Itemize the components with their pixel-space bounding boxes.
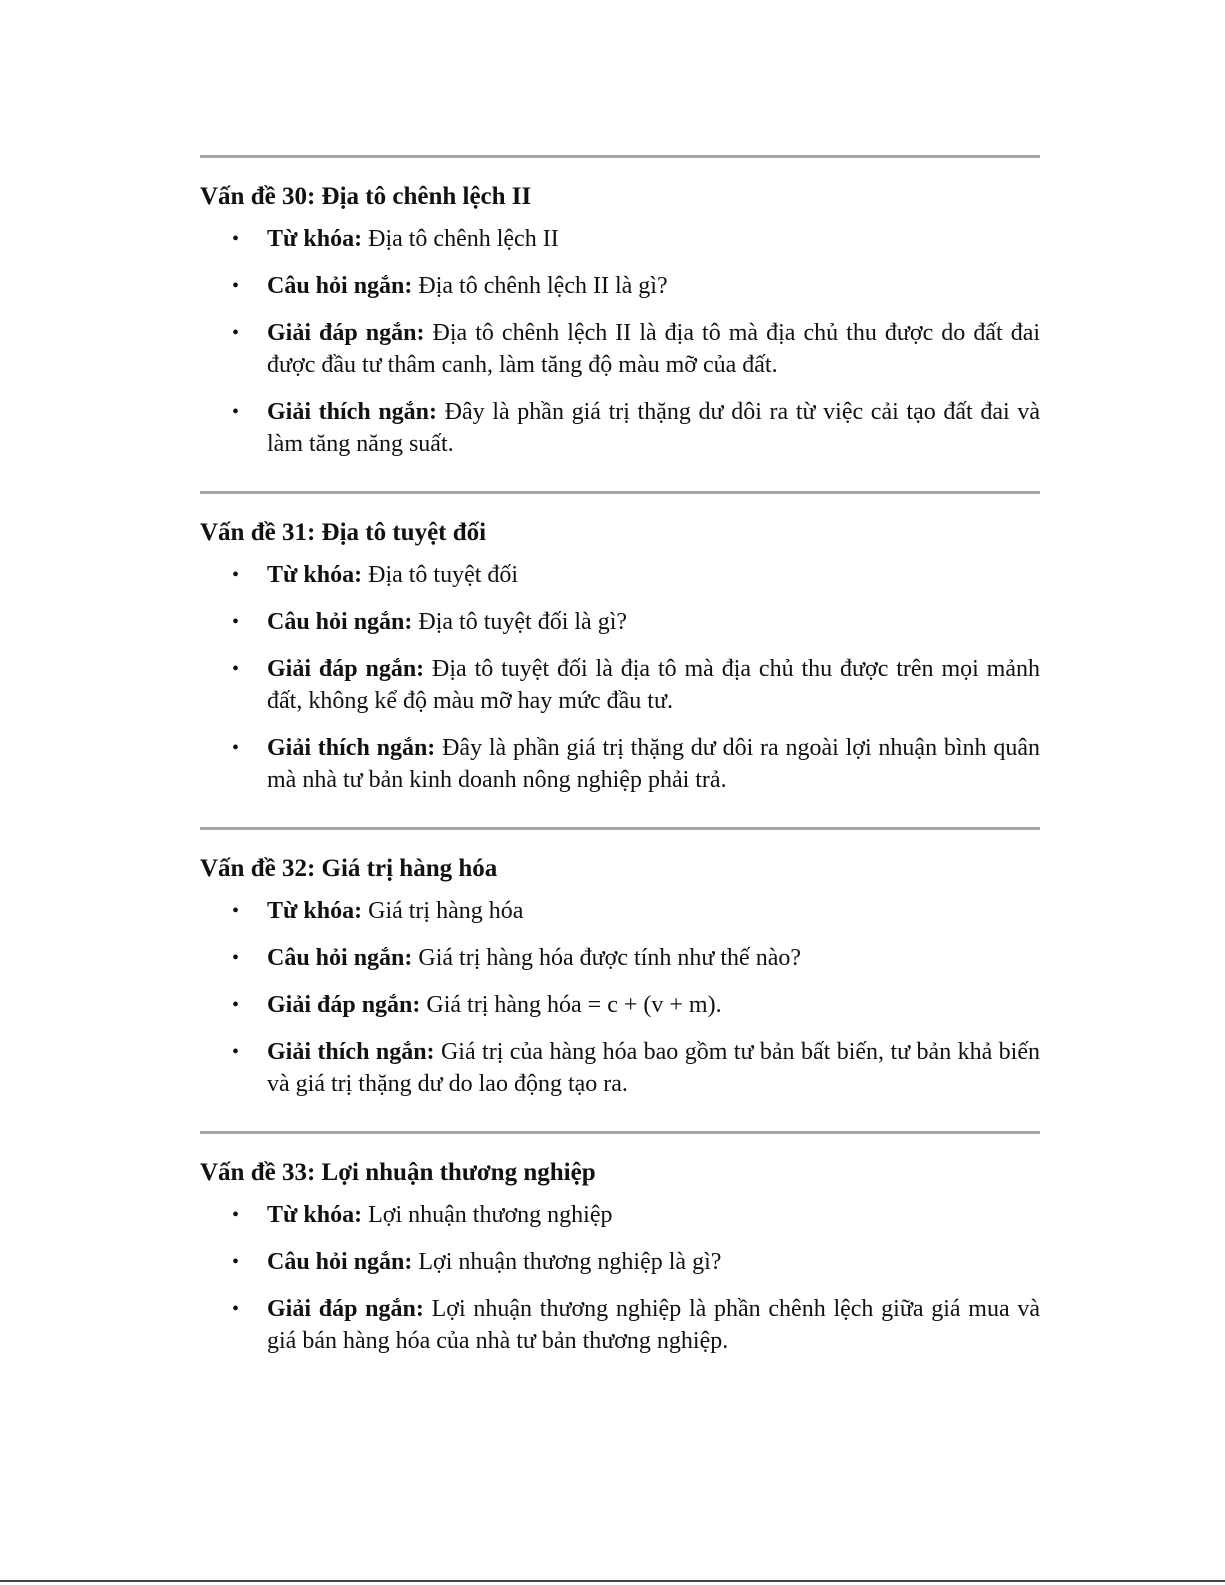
bullet-icon: • (232, 1041, 240, 1063)
list-item (200, 223, 1040, 255)
item-text: Đây là phần giá trị thặng dư dôi ra từ việc cải tạo đất đai và làm tăng năng suất. (267, 399, 1040, 457)
item-label: Câu hỏi ngắn: (267, 609, 413, 635)
item-text: Lợi nhuận thương nghiệp (362, 1202, 613, 1228)
bullet-icon: • (232, 900, 240, 922)
section (200, 155, 1040, 460)
list-item (200, 942, 1040, 974)
list-item (200, 606, 1040, 638)
item-text: Giá trị của hàng hóa bao gồm tư bản bất biến, tư bản khả biến và giá trị thặng dư do lao động tạo ra. (267, 1039, 1040, 1097)
list-item (200, 1293, 1040, 1357)
item-label: Từ khóa: (267, 898, 363, 924)
item-text: Lợi nhuận thương nghiệp là gì? (412, 1249, 722, 1275)
item-list (200, 559, 1040, 796)
list-item (200, 653, 1040, 717)
section-title: Vấn đề 31: Địa tô tuyệt đối (200, 519, 487, 546)
item-list (200, 1199, 1040, 1357)
list-item (200, 989, 1040, 1021)
bullet-icon: • (232, 401, 240, 423)
list-item (200, 396, 1040, 460)
section (200, 1131, 1040, 1357)
list-item (200, 895, 1040, 927)
item-label: Giải thích ngắn: (267, 735, 436, 761)
section (200, 827, 1040, 1100)
item-text: Địa tô tuyệt đối (362, 562, 519, 588)
item-label: Giải thích ngắn: (267, 1039, 435, 1065)
section-divider (200, 1131, 1040, 1134)
item-text: Đây là phần giá trị thặng dư dôi ra ngoài lợi nhuận bình quân mà nhà tư bản kinh doanh nông nghiệp phải trả. (267, 735, 1040, 793)
list-item (200, 1246, 1040, 1278)
list-item (200, 1199, 1040, 1231)
bullet-icon: • (232, 737, 240, 759)
section-divider (200, 827, 1040, 830)
item-label: Câu hỏi ngắn: (267, 945, 413, 971)
item-text: Địa tô chênh lệch II là địa tô mà địa chủ thu được do đất đai được đầu tư thâm canh, làm tăng độ màu mỡ của đất. (267, 320, 1041, 378)
document-body (200, 155, 1040, 1388)
item-text: Địa tô chênh lệch II (362, 226, 559, 252)
item-label: Giải thích ngắn: (267, 399, 438, 425)
bullet-icon: • (232, 275, 240, 297)
bullet-icon: • (232, 228, 240, 250)
bullet-icon: • (232, 1298, 240, 1320)
bullet-icon: • (232, 322, 240, 344)
item-label: Từ khóa: (267, 1202, 363, 1228)
item-text: Giá trị hàng hóa (362, 898, 524, 924)
bullet-icon: • (232, 611, 240, 633)
bullet-icon: • (232, 947, 240, 969)
item-text: Lợi nhuận thương nghiệp là phần chênh lệch giữa giá mua và giá bán hàng hóa của nhà tư bản thương nghiệp. (267, 1296, 1040, 1354)
item-text: Địa tô tuyệt đối là gì? (412, 609, 628, 635)
list-item (200, 1036, 1040, 1100)
item-list (200, 895, 1040, 1100)
section-title: Vấn đề 32: Giá trị hàng hóa (200, 855, 498, 882)
page-bottom-border (0, 1580, 1225, 1582)
section-divider (200, 155, 1040, 158)
item-list (200, 223, 1040, 460)
item-label: Giải đáp ngắn: (267, 1296, 424, 1322)
section (200, 491, 1040, 796)
item-label: Giải đáp ngắn: (267, 320, 425, 346)
item-text: Địa tô chênh lệch II là gì? (412, 273, 668, 299)
item-text: Giá trị hàng hóa được tính như thế nào? (412, 945, 801, 971)
item-label: Từ khóa: (267, 226, 363, 252)
item-label: Câu hỏi ngắn: (267, 1249, 413, 1275)
list-item (200, 732, 1040, 796)
section-divider (200, 491, 1040, 494)
bullet-icon: • (232, 564, 240, 586)
list-item (200, 270, 1040, 302)
item-text: Địa tô tuyệt đối là địa tô mà địa chủ thu được trên mọi mảnh đất, không kể độ màu mỡ hay mức đầu tư. (267, 656, 1040, 714)
bullet-icon: • (232, 1204, 240, 1226)
item-label: Từ khóa: (267, 562, 363, 588)
section-title: Vấn đề 33: Lợi nhuận thương nghiệp (200, 1159, 596, 1186)
item-text: Giá trị hàng hóa = c + (v + m). (420, 992, 722, 1018)
section-title: Vấn đề 30: Địa tô chênh lệch II (200, 183, 532, 210)
bullet-icon: • (232, 994, 240, 1016)
bullet-icon: • (232, 658, 240, 680)
list-item (200, 559, 1040, 591)
item-label: Giải đáp ngắn: (267, 656, 425, 682)
bullet-icon: • (232, 1251, 240, 1273)
item-label: Giải đáp ngắn: (267, 992, 421, 1018)
item-label: Câu hỏi ngắn: (267, 273, 413, 299)
list-item (200, 317, 1040, 381)
